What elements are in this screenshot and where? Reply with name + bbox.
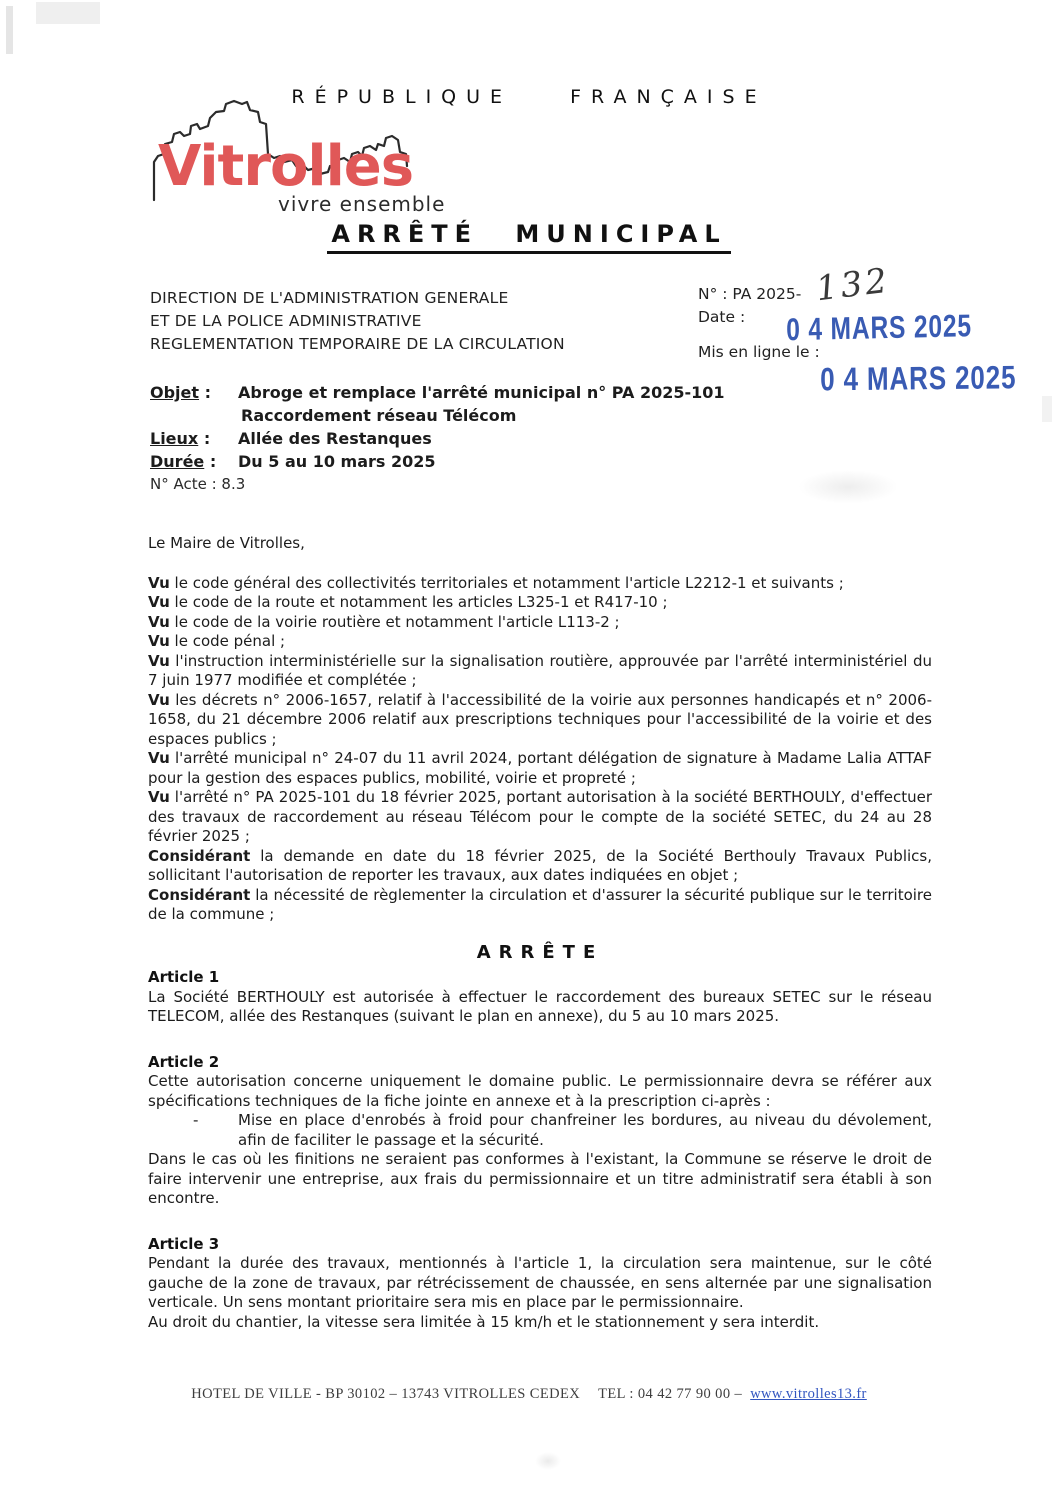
objet-label [150, 381, 238, 404]
bullet-text: Mise en place d'enrobés à froid pour chanfreiner les bordures, au niveau du dévolement, afin de faciliter le passage et la sécurité. [238, 1111, 932, 1149]
article-1-paragraph: La Société BERTHOULY est autorisée à effectuer le raccordement des bureaux SETEC sur le réseau TELECOM, allée des Restanques (suivant le plan en annexe), du 5 au 10 mars 2025. [148, 987, 932, 1025]
scan-artifact [36, 2, 100, 24]
article-3-heading: Article 3 [148, 1234, 220, 1253]
clause-vu-7 [148, 749, 932, 788]
clause-lead: Vu [148, 573, 170, 592]
scan-artifact [535, 1452, 561, 1470]
clause-text: le code pénal ; [174, 632, 286, 650]
lieux-colon: : [198, 429, 211, 448]
direction-line: DIRECTION DE L'ADMINISTRATION GENERALE [150, 289, 509, 307]
logo-wordmark: Vitrolles [158, 134, 414, 199]
objet-value-line2: Raccordement réseau Télécom [241, 406, 517, 425]
clause-vu-3 [148, 613, 932, 633]
scan-artifact [6, 6, 13, 54]
clause-text: l'instruction interministérielle sur la signalisation routière, approuvée par l'arrêté interministériel du 7 juin 1977 modifiée et complétée ; [148, 651, 932, 689]
acte-line: N° Acte : 8.3 [150, 475, 246, 493]
clause-text: l'arrêté n° PA 2025-101 du 18 février 2025, portant autorisation à la société BERTHOULY, d'effectuer des travaux de raccordement au réseau Télécom pour le compte de la société SETEC, du 24 au 28 février 2025 ; [148, 788, 932, 845]
online-label: Mis en ligne le : [698, 343, 820, 361]
clause-vu-8 [148, 788, 932, 847]
duree-value: Du 5 au 10 mars 2025 [238, 452, 436, 471]
article-2 [148, 1053, 932, 1209]
clause-lead: Vu [148, 788, 170, 806]
objet-colon: : [199, 383, 212, 402]
clause-vu-2 [148, 593, 932, 613]
objet-row2 [150, 404, 970, 427]
objet-value-line1: Abroge et remplace l'arrêté municipal n° PA 2025-101 [238, 383, 725, 402]
salutation: Le Maire de Vitrolles, [148, 534, 305, 552]
clause-lead: Considérant [148, 846, 251, 865]
lieux-row [150, 427, 970, 450]
direction-line: ET DE LA POLICE ADMINISTRATIVE [150, 312, 422, 330]
footer-address: HOTEL DE VILLE - BP 30102 – 13743 VITROLLES CEDEX [191, 1386, 581, 1402]
clause-text: les décrets n° 2006-1657, relatif à l'accessibilité de la voirie aux personnes handicapés et n° 2006-1658, du 21 décembre 2006 relatif aux prescriptions techniques pour l'accessibilité de la voirie et des espaces publics ; [148, 690, 932, 748]
document-body [148, 534, 932, 1358]
article-2-paragraph-1: Cette autorisation concerne uniquement le domaine public. Le permissionnaire devra se référer aux spécifications techniques de la fiche jointe en annexe et à la prescription ci-après : [148, 1072, 932, 1110]
handwritten-numero: 132 [813, 260, 893, 310]
article-2-heading: Article 2 [148, 1052, 220, 1071]
clause-lead: Vu [148, 749, 170, 767]
clause-text: la demande en date du 18 février 2025, de la Société Berthouly Travaux Publics, sollicitant l'autorisation de reporter les travaux, aux dates indiquées en objet ; [148, 846, 932, 884]
lieux-label [150, 427, 238, 450]
acte-row [150, 473, 970, 496]
clause-lead: Vu [148, 651, 170, 670]
objet-label-text: Objet [150, 383, 200, 402]
republique-francaise-heading: RÉPUBLIQUE FRANÇAISE [291, 86, 767, 108]
article-2-bullet [193, 1111, 932, 1150]
article-2-paragraph-2: Dans le cas où les finitions ne seraient pas conformes à l'existant, la Commune se réserve le droit de faire intervenir une entreprise, aux frais du permissionnaire et un titre administratif sera établi à son encontre. [148, 1150, 932, 1207]
clause-text: le code de la voirie routière et notamment l'article L113-2 ; [174, 612, 620, 631]
objet-label-spacer [150, 404, 238, 427]
clause-text: le code de la route et notamment les articles L325-1 et R417-10 ; [174, 593, 668, 611]
clause-vu-5 [148, 652, 932, 691]
subject-block [150, 381, 970, 496]
article-3-paragraph-1: Pendant la durée des travaux, mentionnés à l'article 1, la circulation sera maintenue, sur le côté gauche de la zone de travaux, par rétrécissement de chaussée, en sens alternée par une signalisation verticale. Un sens montant prioritaire sera mis en place par le permissionnaire. [148, 1254, 932, 1311]
objet-row [150, 381, 970, 404]
clause-considerant-1 [148, 847, 932, 886]
direction-line: REGLEMENTATION TEMPORAIRE DE LA CIRCULATION [150, 335, 565, 353]
footer-website-link[interactable]: www.vitrolles13.fr [750, 1386, 867, 1402]
date-label: Date : [698, 308, 746, 326]
clause-lead: Vu [148, 632, 170, 650]
article-3-paragraph-2: Au droit du chantier, la vitesse sera limitée à 15 km/h et le stationnement y sera interdit. [148, 1312, 820, 1331]
duree-label-text: Durée [150, 452, 205, 471]
lieux-value: Allée des Restanques [238, 429, 432, 448]
footer-tel: TEL : 04 42 77 90 00 – [598, 1386, 743, 1402]
clause-lead: Vu [148, 690, 170, 709]
clause-lead: Vu [148, 612, 170, 631]
lieux-label-text: Lieux [150, 429, 199, 448]
scan-artifact [1042, 396, 1052, 422]
clause-vu-4 [148, 632, 932, 652]
document-title: ARRÊTÉ MUNICIPAL [327, 220, 730, 254]
footer [0, 1386, 1058, 1403]
clause-lead: Vu [148, 593, 170, 611]
duree-row [150, 450, 970, 473]
date-stamp: 0 4 MARS 2025 [786, 308, 973, 348]
document-title-wrap [0, 220, 1058, 254]
clause-text: la nécessité de règlementer la circulation et d'assurer la sécurité publique sur le territoire de la commune ; [148, 885, 932, 923]
clause-lead: Considérant [148, 885, 251, 904]
clause-considerant-2 [148, 886, 932, 925]
article-1 [148, 968, 932, 1027]
clause-vu-6 [148, 691, 932, 750]
article-1-heading: Article 1 [148, 968, 220, 986]
logo-tagline: vivre ensemble [278, 192, 446, 216]
duree-colon: : [204, 452, 217, 471]
online-date-stamp: 0 4 MARS 2025 [820, 358, 1017, 398]
clause-text: l'arrêté municipal n° 24-07 du 11 avril 2024, portant délégation de signature à Madame Lalia ATTAF pour la gestion des espaces publics, mobilité, voirie et propreté ; [148, 749, 932, 787]
clause-vu-1 [148, 574, 932, 594]
direction-block [150, 287, 565, 356]
arrete-heading: ARRÊTE [476, 941, 604, 963]
article-3 [148, 1235, 932, 1333]
numero-label: N° : PA 2025- [698, 285, 802, 303]
duree-label [150, 450, 238, 473]
vitrolles-logo [150, 96, 480, 216]
bullet-dash: - [193, 1111, 199, 1129]
clause-text: le code général des collectivités territoriales et notamment l'article L2212-1 et suivants ; [174, 573, 844, 592]
